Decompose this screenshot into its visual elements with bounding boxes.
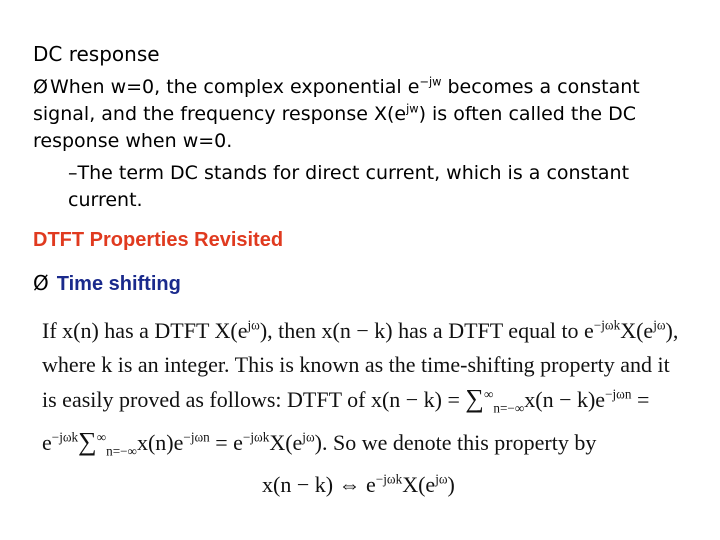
dc-response-heading: DC response: [33, 42, 160, 66]
dtft-properties-heading: DTFT Properties Revisited: [33, 229, 284, 251]
arrow-bullet-icon: Ø: [33, 76, 48, 98]
dc-text-2: becomes a constant signal, and the frequency response X(e: [33, 76, 640, 125]
time-shifting-label: Time shifting: [56, 273, 181, 295]
time-shifting-explanation: [42, 314, 692, 469]
dc-response-paragraph: [33, 74, 703, 155]
time-shift-equation: x(n − k) ⇔ $e^{-j\omega k}X(e^{j\omega})$: [262, 471, 455, 497]
dc-sub-bullet: –The term DC stands for direct current, which is a constant current.: [68, 162, 630, 211]
dc-sup-2: jw: [406, 101, 419, 116]
summation-symbol: ∑: [465, 384, 484, 413]
time-shifting-item: [33, 271, 181, 296]
dc-text-3: ) is often called the DC response when w=0.: [33, 103, 637, 152]
explanation-line-4: $e^{-j\omega k}\sum^\infty_{n=-\infty}x(n)e^{-j\omega n} = e^{-j\omega k}X(e^{j\omega})$. So we denote this property by: [42, 427, 597, 459]
dc-sup-1: −jw: [419, 74, 442, 89]
explanation-line-3: is easily proved as follows: DTFT of $x(n - k) = \sum^\infty_{n=-\infty}x(n - k)e^{-j\omega n}$ =: [42, 384, 650, 416]
summation-symbol: ∑: [78, 427, 97, 457]
explanation-line-2: where k is an integer. This is known as the time-shifting property and it: [42, 352, 670, 377]
arrow-bullet-icon: Ø: [33, 271, 49, 295]
dc-text-1: When w=0, the complex exponential e: [49, 76, 420, 98]
explanation-line-1: If x(n) has a DTFT $X(e^{j\omega})$, then x(n − k) has a DTFT equal to $e^{-j\omega k}X(e^{j\omega})$,: [42, 317, 679, 343]
